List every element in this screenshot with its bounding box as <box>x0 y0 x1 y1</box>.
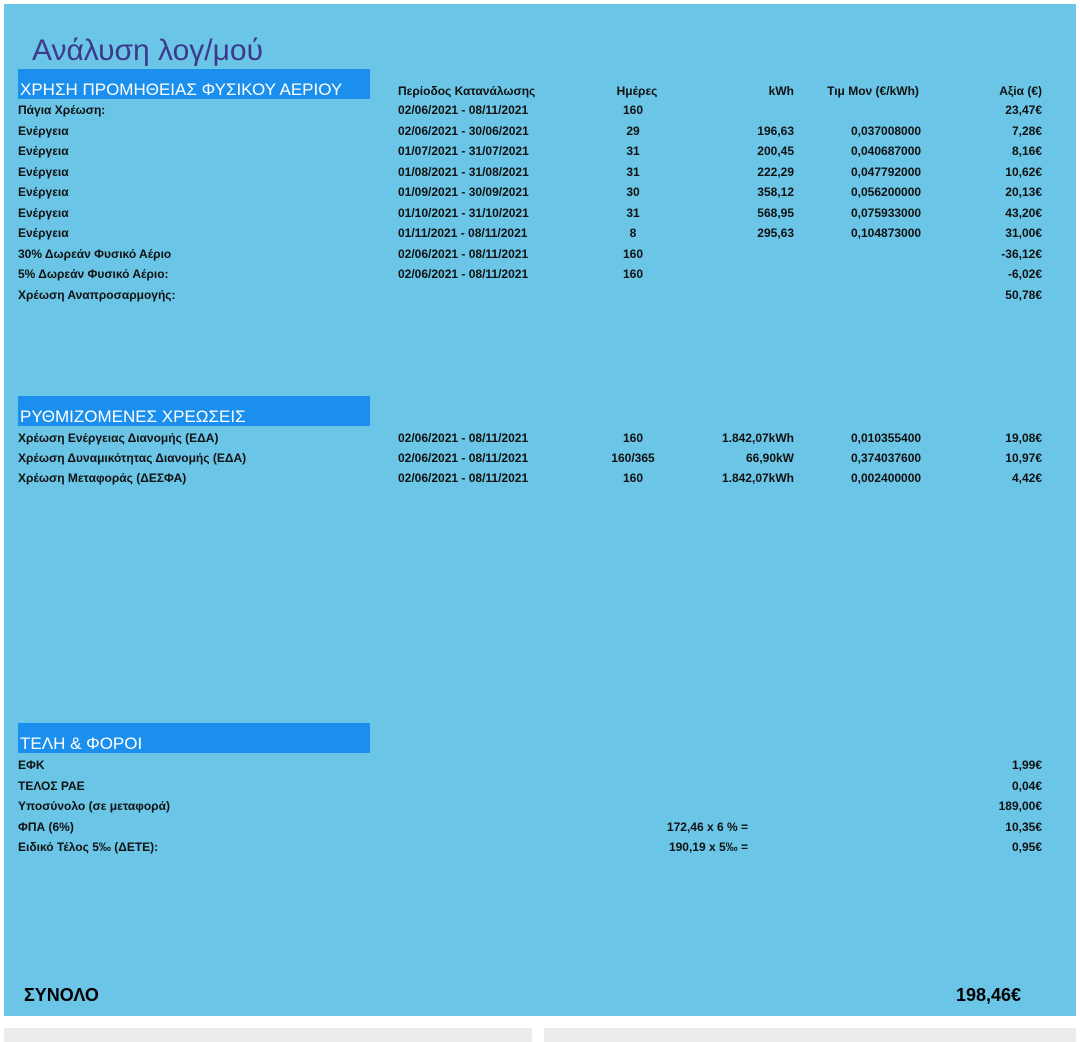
row-value: 10,62€ <box>1005 164 1042 179</box>
row-unit-price: 0,037008000 <box>851 123 922 138</box>
row-unit-price: 0,104873000 <box>851 226 922 240</box>
row-label: Χρέωση Αναπροσαρμογής: <box>18 287 176 302</box>
row-kwh: 222,29 <box>757 164 794 179</box>
row-label: Χρέωση Μεταφοράς (ΔΕΣΦΑ) <box>18 471 187 485</box>
tax-label: Υποσύνολο (σε μεταφορά) <box>18 799 170 813</box>
row-kwh: 200,45 <box>757 144 794 158</box>
row-unit-price: 0,040687000 <box>851 144 922 158</box>
column-header-value: Αξία (€) <box>999 84 1042 98</box>
tax-calculation: 190,19 x 5‰ = <box>668 840 748 854</box>
row-period: 02/06/2021 - 08/11/2021 <box>398 267 529 281</box>
row-kwh: 1.842,07kWh <box>721 471 794 485</box>
tax-label: ΦΠΑ (6%) <box>18 819 74 834</box>
tax-value: 10,35€ <box>1005 819 1042 834</box>
total-value: 198,46€ <box>956 985 1022 1005</box>
row-days: 29 <box>626 123 640 138</box>
row-value: 20,13€ <box>1005 185 1042 199</box>
row-kwh: 358,12 <box>757 185 794 199</box>
tax-calculation: 172,46 x 6 % = <box>666 819 748 834</box>
column-header-days: Ημέρες <box>616 84 658 98</box>
row-period: 01/10/2021 - 31/10/2021 <box>398 205 529 220</box>
row-label: 5% Δωρεάν Φυσικό Αέριο: <box>18 267 169 281</box>
row-label: 30% Δωρεάν Φυσικό Αέριο <box>18 246 172 261</box>
row-period: 01/11/2021 - 08/11/2021 <box>398 226 528 240</box>
row-period: 02/06/2021 - 08/11/2021 <box>398 471 529 485</box>
row-unit-price: 0,056200000 <box>851 185 922 199</box>
row-unit-price: 0,002400000 <box>851 471 922 485</box>
row-unit-price: 0,075933000 <box>851 205 922 220</box>
row-days: 160/365 <box>611 451 655 465</box>
supply-section-header: ΧΡΗΣΗ ΠΡΟΜΗΘΕΙΑΣ ΦΥΣΙΚΟΥ ΑΕΡΙΟΥ <box>18 69 370 99</box>
row-value: 31,00€ <box>1005 226 1042 240</box>
column-header-unit-price: Τιμ Μον (€/kWh) <box>827 84 919 98</box>
row-label: Ενέργεια <box>18 226 69 240</box>
bill-analysis-page <box>4 4 1076 1016</box>
regulated-section-header: ΡΥΘΜΙΖΟΜΕΝΕΣ ΧΡΕΩΣΕΙΣ <box>18 396 370 426</box>
row-value: 8,16€ <box>1011 144 1042 158</box>
row-value: 19,08€ <box>1005 431 1042 445</box>
row-days: 160 <box>622 246 644 261</box>
row-value: 10,97€ <box>1005 451 1042 465</box>
row-unit-price: 0,010355400 <box>851 431 922 445</box>
taxes-section-header: ΤΕΛΗ & ΦΟΡΟΙ <box>18 723 370 753</box>
column-header-kwh: kWh <box>768 84 794 98</box>
row-label: Ενέργεια <box>18 164 69 179</box>
row-days: 160 <box>622 471 644 485</box>
row-label: Ενέργεια <box>18 205 69 220</box>
row-period: 02/06/2021 - 08/11/2021 <box>398 246 529 261</box>
row-days: 31 <box>626 144 640 158</box>
row-value: 50,78€ <box>1005 287 1042 302</box>
row-label: Ενέργεια <box>18 123 69 138</box>
row-value: -36,12€ <box>1001 246 1042 261</box>
row-label: Πάγια Χρέωση: <box>18 103 106 117</box>
row-label: Χρέωση Δυναμικότητας Διανομής (ΕΔΑ) <box>18 451 247 465</box>
row-period: 02/06/2021 - 08/11/2021 <box>398 103 529 117</box>
page-title: Ανάλυση λογ/μού <box>32 34 263 67</box>
tax-label: ΤΕΛΟΣ ΡΑΕ <box>18 778 85 793</box>
tax-label: ΕΦΚ <box>18 758 45 772</box>
tax-label: Ειδικό Τέλος 5‰ (ΔΕΤΕ): <box>18 840 159 854</box>
row-kwh: 66,90kW <box>745 451 794 465</box>
row-value: 4,42€ <box>1011 471 1042 485</box>
tax-value: 0,04€ <box>1011 778 1042 793</box>
row-period: 02/06/2021 - 30/06/2021 <box>398 123 529 138</box>
row-kwh: 196,63 <box>757 123 794 138</box>
row-label: Χρέωση Ενέργειας Διανομής (ΕΔΑ) <box>18 431 219 445</box>
row-value: 23,47€ <box>1005 103 1042 117</box>
row-value: 7,28€ <box>1011 123 1042 138</box>
row-value: 43,20€ <box>1005 205 1042 220</box>
row-days: 30 <box>626 185 640 199</box>
row-period: 01/07/2021 - 31/07/2021 <box>398 144 529 158</box>
row-days: 8 <box>629 226 637 240</box>
row-days: 160 <box>622 267 644 281</box>
tax-value: 189,00€ <box>998 799 1042 813</box>
footer-strip-left <box>4 1028 532 1042</box>
row-days: 31 <box>626 164 640 179</box>
row-kwh: 1.842,07kWh <box>721 431 794 445</box>
tax-value: 0,95€ <box>1011 840 1042 854</box>
row-kwh: 568,95 <box>757 205 794 220</box>
row-period: 01/09/2021 - 30/09/2021 <box>398 185 529 199</box>
row-label: Ενέργεια <box>18 185 69 199</box>
footer-strip-right <box>544 1028 1076 1042</box>
total-label: ΣΥΝΟΛΟ <box>24 985 99 1005</box>
row-period: 02/06/2021 - 08/11/2021 <box>398 451 529 465</box>
row-unit-price: 0,374037600 <box>851 451 922 465</box>
row-unit-price: 0,047792000 <box>851 164 922 179</box>
row-days: 160 <box>622 431 644 445</box>
row-days: 31 <box>626 205 640 220</box>
row-period: 02/06/2021 - 08/11/2021 <box>398 431 529 445</box>
row-label: Ενέργεια <box>18 144 69 158</box>
column-header-period: Περίοδος Κατανάλωσης <box>398 84 536 98</box>
row-period: 01/08/2021 - 31/08/2021 <box>398 164 529 179</box>
row-days: 160 <box>622 103 644 117</box>
row-value: -6,02€ <box>1007 267 1042 281</box>
tax-value: 1,99€ <box>1011 758 1042 772</box>
row-kwh: 295,63 <box>757 226 794 240</box>
